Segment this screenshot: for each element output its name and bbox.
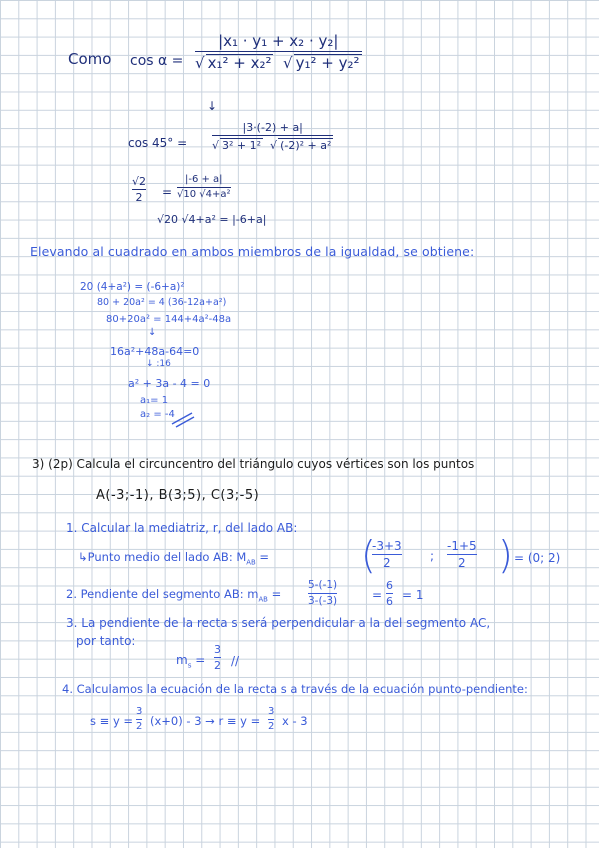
elevando-sentence: Elevando al cuadrado en ambos miembros de la igualdad, se obtiene: [30, 244, 475, 259]
algebra-line-5: ↓ :16 [146, 359, 171, 369]
cos-formula-numerator: |x₁ · y₁ + x₂ · y₂| [218, 32, 339, 50]
step4-text: 4. Calculamos la ecuación de la recta s a través de la ecuación punto-pendiente: [62, 682, 528, 696]
equals-1: = [162, 185, 173, 199]
step2-line: 2. Pendiente del segmento AB: $m_{AB}$ = [66, 587, 282, 604]
cos-formula-fraction [195, 34, 362, 71]
step4-line: √20 √4+a² = |-6+a| [157, 213, 267, 226]
equation-slope-fraction: 3 2 [136, 706, 143, 732]
cos-formula-denominator: √ x₁² + x₂² √ y₁² + y₂² [195, 54, 360, 72]
cos45-numerator: |3·(-2) + a| [242, 121, 303, 134]
cos45-denominator: √ 3² + 1² √ (-2)² + a² [212, 139, 332, 152]
algebra-line-6: a² + 3a - 4 = 0 [128, 377, 211, 390]
equation-middle: (x+0) - 3 → r ≡ y = [150, 714, 261, 728]
problem3-heading: 3) (2p) Calcula el circuncentro del triángulo cuyos vértices son los puntos [32, 457, 475, 471]
algebra-line-8: a₂ = -4 [140, 409, 175, 420]
cos45-label: cos 45° = [128, 136, 188, 150]
ms-label: $m_s$ = [176, 653, 206, 670]
step3-line-b: por tanto: [76, 634, 136, 648]
algebra-line-1: 20 (4+a²) = (-6+a)² [80, 281, 185, 293]
algebra-line-2: 80 + 20a² = 4 (36-12a+a²) [97, 297, 227, 308]
midpoint-separator: ; [430, 549, 435, 563]
equation-final-fraction: 3 2 [268, 706, 275, 732]
midpoint-x-fraction: -3+3 2 [372, 539, 402, 570]
algebra-line-7: a₁= 1 [140, 395, 169, 406]
down-arrow-1: ↓ [207, 99, 218, 113]
algebra-line-4: 16a²+48a-64=0 [110, 345, 200, 358]
ms-end-mark: // [231, 654, 240, 668]
slope-ab-fraction: 5-(-1) 3-(-3) [308, 579, 338, 607]
cos-alpha-label: cos α = [130, 53, 184, 69]
open-paren-big: ( [361, 533, 376, 577]
step1b-line: ↳Punto medio del lado AB: $M_{AB}$ = [78, 550, 270, 567]
problem3-points: A(-3;-1), B(3;5), C(3;-5) [96, 488, 260, 503]
algebra-line-3: 80+20a² = 144+4a²-48a [106, 314, 232, 325]
down-arrow-2: ↓ [148, 327, 157, 338]
midpoint-result: = (0; 2) [514, 551, 561, 565]
midpoint-y-fraction: -1+5 2 [447, 539, 477, 570]
como-label: Como [68, 50, 112, 68]
step3-line-a: 3. La pendiente de la recta s será perpendicular a la del segmento AC, [66, 616, 491, 630]
ms-fraction: 3 2 [214, 643, 221, 672]
cos45-fraction [212, 122, 333, 151]
close-paren-big: ) [498, 533, 513, 577]
equation-end: x - 3 [282, 714, 308, 728]
slope-equals: = [372, 588, 383, 602]
sqrt2-fraction: √2 2 [132, 175, 147, 204]
step1-text: 1. Calcular la mediatriz, r, del lado AB: [66, 521, 298, 535]
final-answer-slash-mark [170, 410, 196, 428]
slope-result: = 1 [402, 588, 424, 602]
equation-prefix: s ≡ y = [90, 714, 134, 728]
step3-fraction: |-6 + a| √10 √4+a² [177, 174, 231, 200]
slope-simplified-fraction: 6 6 [386, 579, 393, 608]
